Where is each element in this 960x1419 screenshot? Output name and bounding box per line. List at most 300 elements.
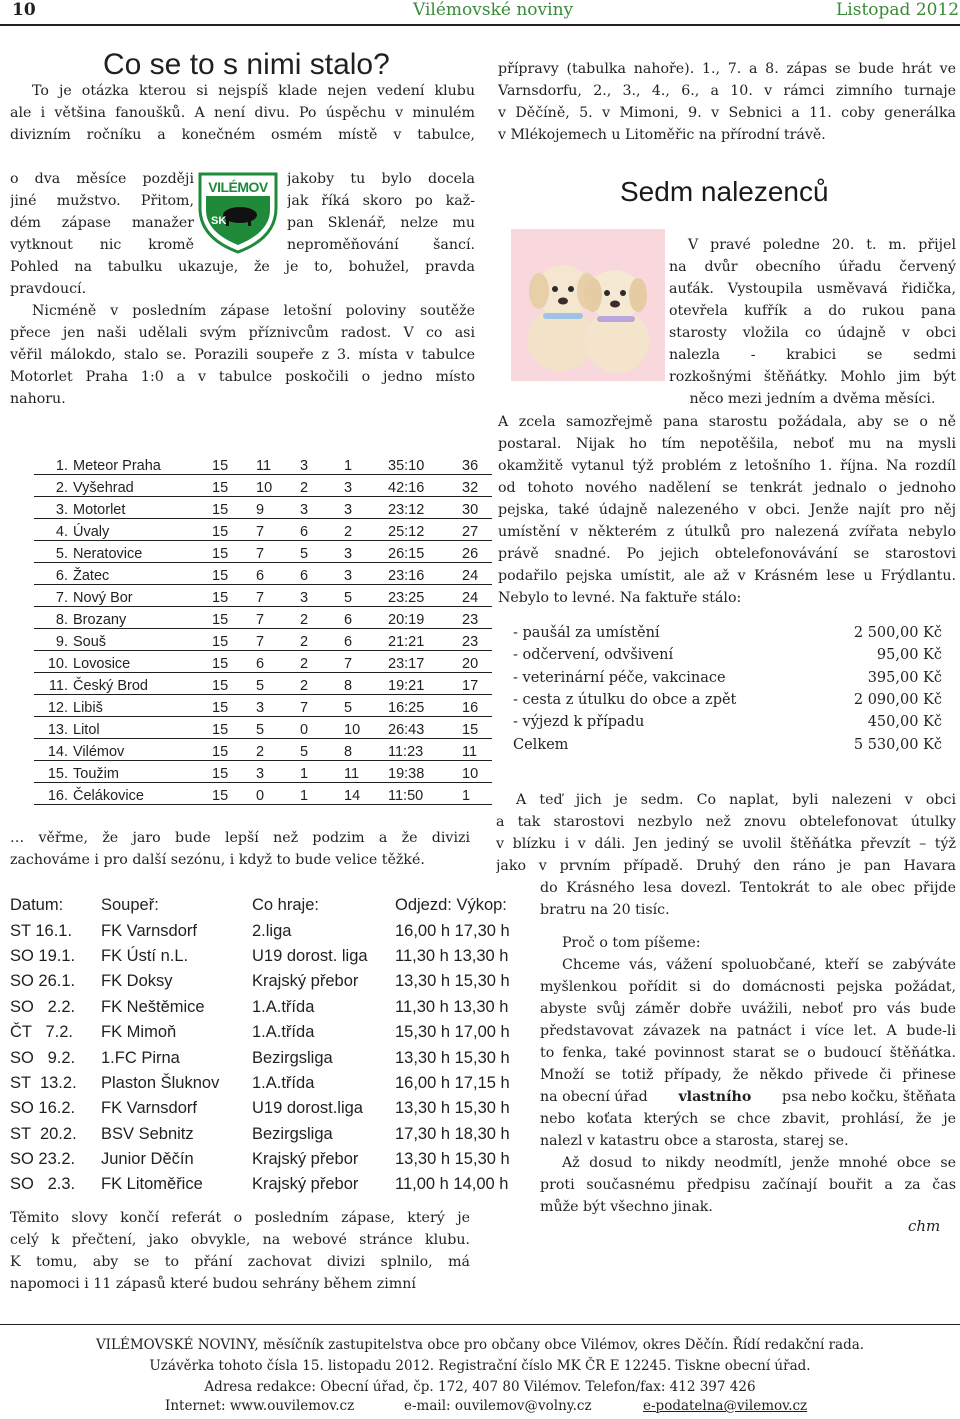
cost-row: [513, 689, 942, 711]
text-fragment: psa nebo kočku, štěňata: [782, 1089, 956, 1105]
cost-amount: 95,00 Kč: [876, 647, 942, 664]
table-cell: 10: [462, 766, 479, 782]
table-cell: 3: [256, 766, 265, 782]
table-cell: 7: [256, 546, 265, 562]
table-cell: 7: [256, 590, 265, 606]
table-cell: Úvaly: [73, 524, 110, 540]
footer-line-2: Uzávěrka tohoto čísla 15. listopadu 2012. Registrační číslo MK ČR E 12245. Tiskne obecní úřad.: [149, 1358, 811, 1374]
issue-date: Listopad 2012: [836, 0, 960, 20]
text-line: vytknout nic kromě: [10, 237, 194, 253]
schedule-cell: FK Varnsdorf: [101, 1099, 197, 1118]
schedule-cell: U19 dorost. liga: [252, 946, 368, 965]
text-line: nalezla - krabici se sedmi: [669, 347, 956, 363]
schedule-table: [10, 893, 525, 1198]
text-line: jak říká skoro po kaž-: [287, 193, 475, 209]
table-cell: 4.: [55, 524, 68, 540]
article-body: [10, 256, 475, 410]
table-cell: 11: [256, 458, 272, 474]
schedule-cell: ST 13.2.: [10, 1073, 77, 1092]
publication-title: Vilémovské noviny: [413, 0, 574, 20]
schedule-cell: 1.A.třída: [252, 997, 315, 1016]
table-cell: 36: [462, 458, 479, 474]
schedule-cell: FK Neštěmice: [101, 997, 205, 1016]
table-cell: 6: [256, 568, 265, 584]
article-intro: [10, 80, 475, 146]
table-cell: 15: [212, 612, 229, 628]
article-wrap-right: [287, 168, 475, 256]
table-row: [34, 739, 492, 761]
table-cell: 15: [212, 590, 229, 606]
table-cell: 15: [212, 502, 229, 518]
table-cell: Souš: [73, 634, 107, 650]
text-line: Chceme vás, vážení spoluobčané, kteří se zabýváte: [562, 957, 956, 973]
schedule-cell: SO 2.2.: [10, 997, 76, 1016]
table-cell: Lovosice: [73, 656, 131, 672]
table-cell: 26:43: [388, 722, 425, 738]
table-cell: 5: [344, 590, 353, 606]
article-closing: [10, 1207, 470, 1295]
table-cell: Libiš: [73, 700, 103, 716]
text-line: o dva měsíce později: [10, 171, 194, 187]
footer-line-3: Adresa redakce: Obecní úřad, čp. 172, 407 80 Vilémov. Telefon/fax: 412 397 426: [204, 1379, 756, 1395]
league-table: [34, 453, 492, 805]
table-cell: 3: [344, 546, 353, 562]
table-row: [34, 563, 492, 585]
table-row: [34, 783, 492, 805]
column-header: Co hraje:: [252, 896, 319, 915]
table-row: [34, 695, 492, 717]
table-cell: 7.: [55, 590, 68, 606]
schedule-cell: 13,30 h 15,30 h: [395, 1048, 510, 1067]
table-cell: 8.: [55, 612, 68, 628]
invoice-costs: [513, 622, 942, 756]
table-cell: 8: [344, 678, 353, 694]
text-line: proti současnému předpisu začínají bouřit a za čas: [540, 1177, 956, 1193]
table-cell: 25:12: [388, 524, 425, 540]
schedule-row: [10, 1045, 525, 1070]
schedule-cell: ČT 7.2.: [10, 1023, 73, 1042]
table-cell: Brozany: [73, 612, 127, 628]
text-line: věřil málokdo, stalo se. Porazili soupeře z 3. místa v tabulce: [10, 347, 475, 363]
table-cell: 3: [300, 502, 309, 518]
table-cell: 16.: [47, 788, 68, 804]
cost-label: - odčervení, odvšivení: [513, 647, 674, 664]
text-line: zachováme i pro další sezónu, i když to bude velice těžké.: [10, 852, 425, 868]
table-cell: 15: [212, 788, 229, 804]
cost-row: [513, 644, 942, 666]
table-cell: 15: [212, 722, 229, 738]
cost-label: - paušál za umístění: [513, 625, 660, 642]
schedule-cell: BSV Sebnitz: [101, 1124, 194, 1143]
table-cell: 15: [212, 656, 229, 672]
schedule-cell: 15,30 h 17,00 h: [395, 1023, 510, 1042]
table-cell: 2: [300, 480, 309, 496]
schedule-cell: Krajský přebor: [252, 1150, 359, 1169]
schedule-cell: 1.FC Pirna: [101, 1048, 180, 1067]
table-cell: Český Brod: [73, 678, 148, 694]
schedule-cell: Krajský přebor: [252, 1175, 359, 1194]
schedule-cell: Bezirgsliga: [252, 1048, 333, 1067]
table-cell: 2: [344, 524, 353, 540]
club-logo: [196, 168, 280, 254]
text-line: pravdoucí.: [10, 281, 87, 297]
text-line: pejska, také údajně nalezeného v obci. Jenže najít pro něj: [498, 502, 956, 518]
text-line: A zcela samozřejmě pana starostu požádala, aby se o ně: [498, 414, 956, 430]
article-continuation: [498, 58, 956, 146]
table-cell: 7: [300, 700, 309, 716]
table-cell: 7: [256, 524, 265, 540]
table-cell: 19:21: [388, 678, 425, 694]
table-cell: 10: [344, 722, 361, 738]
text-line: nalezl v katastru obce a starosta, starej se.: [540, 1133, 849, 1149]
text-line: bratru na 20 tisíc.: [540, 902, 670, 918]
table-cell: 20:19: [388, 612, 425, 628]
emphasis: vlastního: [678, 1089, 752, 1105]
table-cell: 6: [256, 656, 265, 672]
text-line: Motorlet Praha 1:0 a v tabulce poskočili o jedno místo: [10, 369, 475, 385]
schedule-cell: 11,30 h 13,30 h: [395, 997, 509, 1016]
table-cell: 9: [256, 502, 265, 518]
cost-amount: 2 090,00 Kč: [853, 692, 942, 709]
table-cell: 0: [256, 788, 265, 804]
about-heading: Proč o tom píšeme:: [562, 935, 701, 951]
text-line: okamžitě vytanul týž problém z letošního 1. října. Na rozdíl: [498, 458, 956, 474]
schedule-cell: SO 16.2.: [10, 1099, 76, 1118]
table-cell: 5: [300, 744, 309, 760]
footer-web[interactable]: Internet: www.ouvilemov.cz: [165, 1398, 355, 1414]
text-line: Těmito slovy končí referát o posledním zápase, který je: [10, 1210, 470, 1226]
column-header: Soupeř:: [101, 896, 159, 915]
article2-body: [498, 411, 956, 609]
table-cell: 15: [212, 568, 229, 584]
text-line: neproměňování šancí.: [287, 237, 475, 253]
table-cell: 3: [344, 568, 353, 584]
schedule-cell: 16,00 h 17,30 h: [395, 921, 510, 940]
schedule-cell: SO 19.1.: [10, 946, 76, 965]
text-line: nahoru.: [10, 391, 66, 407]
table-cell: 27: [462, 524, 479, 540]
schedule-row: [10, 1172, 525, 1197]
schedule-row: [10, 1122, 525, 1147]
header-divider: [0, 24, 960, 26]
footer-email[interactable]: e-mail: ouvilemov@volny.cz: [404, 1398, 592, 1414]
table-cell: Vyšehrad: [73, 480, 134, 496]
table-cell: 21:21: [388, 634, 425, 650]
cost-label: - výjezd k případu: [513, 714, 645, 731]
text-line: [540, 1086, 956, 1108]
table-cell: 8: [344, 744, 353, 760]
table-cell: 30: [462, 502, 479, 518]
table-cell: 3: [344, 480, 353, 496]
schedule-cell: SO 23.2.: [10, 1150, 76, 1169]
column-header: Datum:: [10, 896, 64, 915]
table-cell: 24: [462, 568, 479, 584]
text-line: Pohled na tabulku ukazuje, že je to, bohužel, pravda: [10, 259, 475, 275]
table-cell: Vilémov: [73, 744, 125, 760]
text-line: jiné mužstvo. Přitom,: [10, 193, 194, 209]
schedule-row: [10, 995, 525, 1020]
table-cell: 17: [462, 678, 479, 694]
table-row: [34, 651, 492, 673]
text-line: přípravy (tabulka nahoře). 1., 7. a 8. zápas se bude hrát ve: [498, 61, 956, 77]
text-line: … věřme, že jaro bude lepší než podzim a že divizi: [10, 830, 470, 846]
table-cell: 24: [462, 590, 479, 606]
table-cell: 11:23: [388, 744, 424, 760]
table-cell: 23:12: [388, 502, 425, 518]
text-line: postaral. Nijak ho tím nepotěšila, neboť mu na mysli: [498, 436, 956, 452]
table-cell: 6: [344, 612, 353, 628]
schedule-cell: 13,30 h 15,30 h: [395, 1150, 510, 1169]
text-line: myšlenkou pořídit si do domácnosti pejska požádat,: [540, 979, 956, 995]
table-cell: 23:25: [388, 590, 425, 606]
footer-divider: [0, 1324, 960, 1325]
schedule-cell: 11,30 h 13,30 h: [395, 946, 509, 965]
table-cell: 6: [344, 634, 353, 650]
text-line: podařilo pejska umístit, ale až v Krásném lese u Frýdlantu.: [498, 568, 956, 584]
cost-amount: 450,00 Kč: [867, 714, 942, 731]
table-cell: Motorlet: [73, 502, 126, 518]
table-cell: 16:25: [388, 700, 425, 716]
text-line: ale i většina fanoušků. A není divu. Po úspěchu v minulém: [10, 105, 475, 121]
schedule-header: [10, 893, 525, 918]
text-line: jako v prvním případě. Druhý den ráno je pan Havara: [496, 858, 956, 874]
article2-body-2: [496, 789, 956, 877]
cost-row: [513, 711, 942, 733]
text-line: v Mlékojemech u Litoměřic na přírodní trávě.: [498, 127, 826, 143]
text-line: otevřela kufřík a do rukou pana: [669, 303, 956, 319]
table-row: [34, 717, 492, 739]
cost-row: [513, 622, 942, 644]
puppies-photo: [511, 229, 665, 381]
table-cell: 23: [462, 634, 479, 650]
puppies-image: [511, 229, 665, 381]
table-cell: 3.: [55, 502, 68, 518]
table-cell: 7: [256, 612, 265, 628]
table-cell: 26: [462, 546, 479, 562]
schedule-cell: FK Doksy: [101, 972, 173, 991]
table-cell: 1: [462, 788, 471, 804]
page-number: 10: [12, 0, 36, 20]
table-cell: 15: [212, 480, 229, 496]
cost-amount: 395,00 Kč: [867, 669, 942, 686]
table-cell: 1: [344, 458, 353, 474]
schedule-cell: 13,30 h 15,30 h: [395, 1099, 510, 1118]
svg-text:SK: SK: [211, 215, 227, 227]
schedule-cell: FK Litoměřice: [101, 1175, 203, 1194]
table-cell: 13.: [47, 722, 68, 738]
table-cell: 15: [212, 524, 229, 540]
author-signature: chm: [908, 1217, 941, 1235]
text-line: Nebylo to levné. Na faktuře stálo:: [498, 590, 742, 606]
table-row: [34, 761, 492, 783]
text-line: celý k přečtení, jako obvykle, na webové stránce klubu.: [10, 1232, 470, 1248]
table-cell: 3: [256, 700, 265, 716]
schedule-cell: Plaston Šluknov: [101, 1073, 220, 1092]
table-cell: 26:15: [388, 546, 425, 562]
text-line: abyste svůj záměr dobře uvážili, neboť pro vás bude: [540, 1001, 956, 1017]
table-cell: 1.: [55, 458, 68, 474]
schedule-row: [10, 1096, 525, 1121]
text-line: od tohoto nového nadělení se tenkrát jednalo o jednoho: [498, 480, 956, 496]
schedule-cell: Junior Děčín: [101, 1150, 194, 1169]
table-cell: 15: [212, 678, 229, 694]
text-line: může být všechno jinak.: [540, 1199, 713, 1215]
text-line: do Krásného lesa dovezl. Tentokrát to ale obec přijde: [540, 880, 956, 896]
text-line: právě snadné. Po jejich obtelefonovávání se starostovi: [498, 546, 956, 562]
table-cell: Neratovice: [73, 546, 143, 562]
table-cell: 14: [344, 788, 361, 804]
text-line: K tomu, aby se to přání zachovat divizi splnilo, má: [10, 1254, 470, 1270]
text-line: A teď jich je sedm. Co naplat, byli nalezeni v obci: [516, 792, 956, 808]
table-cell: 6.: [55, 568, 68, 584]
table-cell: 6: [300, 524, 309, 540]
table-row: [34, 607, 492, 629]
table-cell: 5: [256, 722, 265, 738]
text-line: To je otázka kterou si nejspíš klade nejen vedení klubu: [32, 83, 475, 99]
footer-epodatelna-link[interactable]: e-podatelna@vilemov.cz: [643, 1398, 808, 1414]
text-line: a tak starostovi nezbylo než znovu obtelefonovat útulky: [496, 814, 956, 830]
table-cell: 1: [300, 766, 309, 782]
schedule-row: [10, 944, 525, 969]
table-cell: 2: [300, 612, 309, 628]
schedule-cell: FK Mimoň: [101, 1023, 177, 1042]
table-row: [34, 519, 492, 541]
footer-line-1: VILÉMOVSKÉ NOVINY, měsíčník zastupitelstva obce pro občany obce Vilémov, okres Děčín. Řídí redakční rada.: [95, 1337, 865, 1353]
text-line: přece jen naši udělali svým příznivcům radost. V co asi: [10, 325, 475, 341]
text-line: starosty vložila co údajně v obci: [669, 325, 956, 341]
text-line: nebo koťata kterých se chce zbavit, prohlásí, že je: [540, 1111, 956, 1127]
table-cell: Meteor Praha: [73, 458, 161, 474]
schedule-cell: SO 2.3.: [10, 1175, 76, 1194]
text-line: umístění v některém z útulků pro nalezená zvířata nebylo: [498, 524, 956, 540]
table-cell: 23:17: [388, 656, 425, 672]
table-cell: 15: [212, 700, 229, 716]
table-cell: 16: [462, 700, 479, 716]
table-cell: 9.: [55, 634, 68, 650]
table-cell: 2: [256, 744, 265, 760]
schedule-cell: FK Ústí n.L.: [101, 946, 189, 965]
cost-row: [513, 733, 942, 755]
schedule-row: [10, 1020, 525, 1045]
schedule-cell: SO 26.1.: [10, 972, 76, 991]
schedule-cell: FK Varnsdorf: [101, 921, 197, 940]
table-cell: 15.: [47, 766, 68, 782]
table-cell: 6: [300, 568, 309, 584]
table-cell: 10.: [47, 656, 68, 672]
table-cell: 5: [344, 700, 353, 716]
column-header: Odjezd: Výkop:: [395, 896, 507, 915]
schedule-cell: Bezirgsliga: [252, 1124, 333, 1143]
table-cell: 7: [344, 656, 353, 672]
text-line: na dvůr obecního úřadu červený: [669, 259, 956, 275]
schedule-cell: SO 9.2.: [10, 1048, 76, 1067]
text-line: napomoci i 11 zápasů které budou sehrány během zimní: [10, 1276, 416, 1292]
schedule-cell: 2.liga: [252, 921, 292, 940]
text-line: dém zápase manažer: [10, 215, 194, 231]
cost-amount: 5 530,00 Kč: [853, 736, 942, 753]
table-cell: 11: [344, 766, 360, 782]
cost-label: Celkem: [513, 736, 569, 753]
article-after-table: [10, 827, 470, 871]
text-line: Až dosud to nikdy neodmítl, jenže mnohé obce se: [562, 1155, 956, 1171]
table-cell: 3: [300, 590, 309, 606]
text-line: V pravé poledne 20. t. m. přijel: [688, 237, 956, 253]
table-row: [34, 541, 492, 563]
table-row: [34, 475, 492, 497]
cost-amount: 2 500,00 Kč: [853, 625, 942, 642]
text-line: to fenka, také povinnost starat se o budoucí štěňátka.: [540, 1045, 956, 1061]
table-cell: 5: [256, 678, 265, 694]
table-cell: Nový Bor: [73, 590, 133, 606]
table-cell: 35:10: [388, 458, 425, 474]
table-cell: 14.: [47, 744, 68, 760]
text-line: pan Sklenář, nelze mu: [287, 215, 475, 231]
text-line: Nicméně v posledním zápase letošní poloviny soutěže: [32, 303, 475, 319]
table-cell: Žatec: [73, 568, 110, 584]
table-row: [34, 453, 492, 475]
schedule-cell: ST 20.2.: [10, 1124, 77, 1143]
text-fragment: na obecní úřad: [540, 1089, 648, 1105]
table-cell: 0: [300, 722, 309, 738]
schedule-cell: U19 dorost.liga: [252, 1099, 363, 1118]
table-cell: 11.: [48, 678, 68, 694]
text-line: divizním ročníku a konečném osmém místě v tabulce,: [10, 127, 475, 143]
table-cell: 15: [212, 634, 229, 650]
schedule-cell: 13,30 h 15,30 h: [395, 972, 510, 991]
table-cell: 15: [212, 766, 229, 782]
text-line: představovat závazek na patnáct i více let. A bude-li: [540, 1023, 956, 1039]
schedule-cell: 11,00 h 14,00 h: [395, 1175, 509, 1194]
article-title-2: Sedm nalezenců: [620, 176, 829, 207]
cost-label: - veterinární péče, vakcinace: [513, 669, 726, 686]
text-line: auťák. Vystoupila usměvavá řidička,: [669, 281, 956, 297]
logo-text: VILÉMOV: [208, 179, 268, 195]
text-line: v Děčíně, 5. v Mimoni, 9. v Sebnici a 11. coby generálka: [498, 105, 956, 121]
table-row: [34, 629, 492, 651]
text-line: Množí se totiž případy, že někdo přivede či přinese: [540, 1067, 956, 1083]
table-row: [34, 585, 492, 607]
table-row: [34, 497, 492, 519]
schedule-row: [10, 918, 525, 943]
table-cell: 15: [462, 722, 479, 738]
table-cell: 2.: [55, 480, 68, 496]
table-cell: 10: [256, 480, 273, 496]
cost-label: - cesta z útulku do obce a zpět: [513, 692, 737, 709]
table-cell: 19:38: [388, 766, 425, 782]
table-cell: Litol: [73, 722, 100, 738]
article2-body-3: [540, 877, 956, 921]
schedule-cell: 1.A.třída: [252, 1073, 315, 1092]
schedule-row: [10, 969, 525, 994]
table-cell: 2: [300, 678, 309, 694]
text-line: rozkošnými štěňátky. Mohlo jim být: [669, 369, 956, 385]
text-line: něco mezi jedním a dvěma měsíci.: [689, 391, 936, 407]
article-wrap-left: [10, 168, 194, 256]
table-cell: 23: [462, 612, 479, 628]
table-cell: 5: [300, 546, 309, 562]
article-title: Co se to s nimi stalo?: [103, 48, 390, 81]
table-cell: 42:16: [388, 480, 425, 496]
table-cell: Toužim: [73, 766, 119, 782]
schedule-row: [10, 1071, 525, 1096]
table-cell: 3: [344, 502, 353, 518]
table-cell: 15: [212, 546, 229, 562]
schedule-cell: 1.A.třída: [252, 1023, 315, 1042]
table-cell: 2: [300, 656, 309, 672]
table-cell: 1: [300, 788, 309, 804]
article2-about: [540, 932, 956, 1218]
table-cell: 7: [256, 634, 265, 650]
